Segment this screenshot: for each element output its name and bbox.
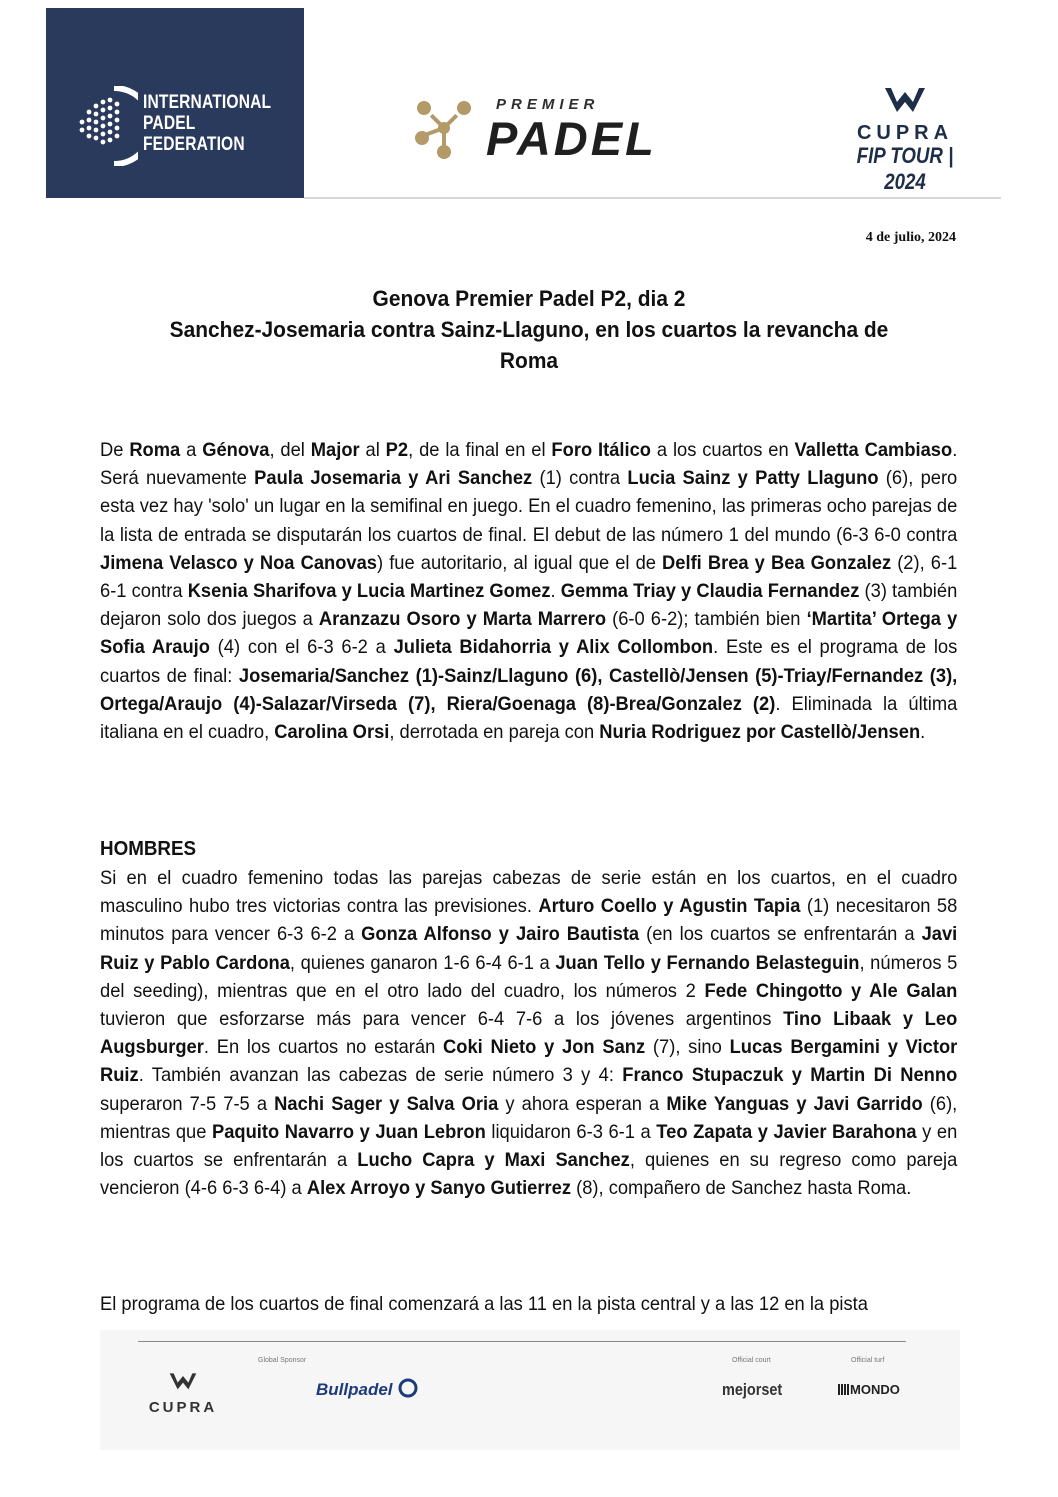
paragraph-schedule: El programa de los cuartos de final comenzará a las 11 en la pista central y a las 12 en la pista: [100, 1293, 868, 1315]
bold-name-run: Valletta Cambiaso: [794, 439, 953, 461]
bold-name-run: Franco Stupaczuk y Martin Di Nenno: [622, 1064, 958, 1087]
bold-name-run: Major: [310, 439, 360, 461]
footer-band: [100, 1330, 960, 1450]
global-sponsor-label: Global Sponsor: [258, 1357, 307, 1364]
bold-name-run: Tino Libaak y Leo Augsburger: [100, 1008, 958, 1059]
cupra-emblem-icon: [883, 86, 927, 116]
bold-name-run: Gonza Alfonso y Jairo Bautista: [361, 923, 640, 946]
ipf-ball-icon: [76, 86, 138, 166]
headline-line3: Roma: [499, 348, 559, 373]
mejorset-logo: mejorset: [722, 1380, 783, 1399]
bold-name-run: Gemma Triay y Claudia Fernandez: [560, 580, 860, 603]
bold-name-run: Alex Arroyo y Sanyo Gutierrez: [306, 1177, 572, 1200]
mondo-emblem-icon: [838, 1384, 850, 1395]
cupra-emblem-icon: [168, 1372, 198, 1392]
section-heading-hombres: HOMBRES: [100, 838, 197, 860]
cupra-fip-tour-logo: [834, 86, 976, 195]
premier-padel-flower-icon: [412, 96, 476, 160]
ipf-logo-block: [46, 8, 304, 198]
bold-name-run: Paquito Navarro y Juan Lebron: [211, 1120, 486, 1143]
bold-name-run: Arturo Coello y Agustin Tapia: [538, 895, 801, 918]
premier-label: PREMIER: [496, 96, 600, 113]
bullpadel-logo: [316, 1378, 419, 1400]
bold-name-run: Delfi Brea y Bea Gonzalez: [662, 551, 892, 574]
ipf-line3: FEDERATION: [143, 134, 245, 155]
bold-name-run: Lucho Capra y Maxi Sanchez: [357, 1149, 630, 1172]
paragraph-men: Si en el cuadro femenino todas las parejas cabezas de serie están en los cuartos, en el cuadro masculino hubo tres victorias contra las previsiones. Arturo Coello y Agustin Tapia (1) necesitaron 58 minutos para vencer 6-3 6-2 a Gonza Alfonso y Jairo Bautista (en los cuartos se enfrentarán a Javi Ruiz y Pablo Cardona, quienes ganaron 1-6 6-4 6-1 a Juan Tello y Fernando Belasteguin, números 5 del seeding), mientras que en el otro lado del cuadro, los números 2 Fede Chingotto y Ale Galan tuvieron que esforzarse más para vencer 6-4 7-6 a los jóvenes argentinos Tino Libaak y Leo Augsburger. En los cuartos no estarán Coki Nieto y Jon Sanz (7), sino Lucas Bergamini y Victor Ruiz. También avanzan las cabezas de serie número 3 y 4: Franco Stupaczuk y Martin Di Nenno superaron 7-5 7-5 a Nachi Sager y Salva Oria y ahora esperan a Mike Yanguas y Javi Garrido (6), mientras que Paquito Navarro y Juan Lebron liquidaron 6-3 6-1 a Teo Zapata y Javier Barahona y en los cuartos se enfrentarán a Lucho Capra y Maxi Sanchez, quienes en su regreso como pareja vencieron (4-6 6-3 6-4) a Alex Arroyo y Sanyo Gutierrez (8), compañero de Sanchez hasta Roma.: [100, 867, 958, 1200]
padel-wordmark: PADEL: [486, 112, 657, 165]
ipf-wordmark: [143, 92, 271, 155]
press-date: 4 de julio, 2024: [865, 230, 956, 245]
bullpadel-wordmark: Bullpadel: [316, 1380, 393, 1399]
bold-name-run: Carolina Orsi: [274, 721, 390, 744]
footer-cupra-wordmark: CUPRA: [148, 1399, 218, 1416]
bold-name-run: Ksenia Sharifova y Lucia Martinez Gomez: [187, 580, 551, 603]
footer-cupra-logo: [137, 1372, 229, 1416]
ipf-line2: PADEL: [143, 113, 196, 134]
bold-name-run: Aranzazu Osoro y Marta Marrero: [318, 608, 607, 631]
mondo-wordmark: MONDO: [850, 1382, 900, 1397]
bold-name-run: ‘Martita’ Ortega y Sofia Araujo: [100, 608, 958, 659]
bold-name-run: Lucia Sainz y Patty Llaguno: [627, 467, 879, 490]
cupra-wordmark: CUPRA: [856, 122, 954, 144]
bold-name-run: Javi Ruiz y Pablo Cardona: [100, 923, 958, 974]
bold-name-run: Nuria Rodriguez por Castellò/Jensen: [599, 721, 921, 744]
bold-name-run: Jimena Velasco y Noa Canovas: [100, 551, 378, 574]
paragraph-women: De Roma a Génova, del Major al P2, de la final en el Foro Itálico a los cuartos en Valletta Cambiaso. Será nuevamente Paula Josemaria y Ari Sanchez (1) contra Lucia Sainz y Patty Llaguno (6), pero esta vez hay 'solo' un lugar en la semifinal en juego. En el cuadro femenino, las primeras ocho parejas de la lista de entrada se disputarán los cuartos de final. El debut de las número 1 del mundo (6-3 6-0 contra Jimena Velasco y Noa Canovas) fue autoritario, al igual que el de Delfi Brea y Bea Gonzalez (2), 6-1 6-1 contra Ksenia Sharifova y Lucia Martinez Gomez. Gemma Triay y Claudia Fernandez (3) también dejaron solo dos juegos a Aranzazu Osoro y Marta Marrero (6-0 6-2); también bien ‘Martita’ Ortega y Sofia Araujo (4) con el 6-3 6-2 a Julieta Bidahorria y Alix Collombon. Este es el programa de los cuartos de final: Josemaria/Sanchez (1)-Sainz/Llaguno (6), Castellò/Jensen (5)-Triay/Fernandez (3), Ortega/Araujo (4)-Salazar/Virseda (7), Riera/Goenaga (8)-Brea/Gonzalez (2). Eliminada la última italiana en el cuadro, Carolina Orsi, derrotada en pareja con Nuria Rodriguez por Castellò/Jensen.: [100, 439, 958, 744]
bold-name-run: Génova: [202, 439, 270, 461]
headline-line2: Sanchez-Josemaria contra Sainz-Llaguno, en los cuartos la revancha de: [169, 317, 889, 342]
bold-name-run: Teo Zapata y Javier Barahona: [656, 1120, 917, 1143]
bullpadel-emblem-icon: [397, 1378, 419, 1398]
bold-name-run: Fede Chingotto y Ale Galan: [704, 979, 958, 1002]
bold-name-run: Mike Yanguas y Javi Garrido: [666, 1092, 923, 1115]
bold-name-run: P2: [385, 439, 409, 461]
ipf-line1: INTERNATIONAL: [143, 92, 272, 113]
bold-name-run: Foro Itálico: [551, 439, 652, 461]
bold-name-run: Roma: [129, 439, 181, 461]
fip-tour-label: FIP TOUR | 2024: [856, 143, 954, 194]
official-court-label: Official court: [732, 1357, 771, 1364]
mondo-logo: [838, 1382, 900, 1397]
header-divider: [304, 197, 1001, 199]
headline-line1: Genova Premier Padel P2, dia 2: [372, 286, 686, 311]
bold-name-run: Paula Josemaria y Ari Sanchez: [254, 467, 533, 490]
bold-name-run: Lucas Bergamini y Victor Ruiz: [100, 1036, 958, 1087]
bold-name-run: Nachi Sager y Salva Oria: [274, 1092, 499, 1115]
official-turf-label: Official turf: [851, 1357, 885, 1364]
footer-divider: [138, 1341, 906, 1342]
bold-name-run: Julieta Bidahorria y Alix Collombon: [393, 636, 714, 659]
bold-name-run: Coki Nieto y Jon Sanz: [443, 1036, 646, 1059]
bold-name-run: Juan Tello y Fernando Belasteguin: [555, 951, 860, 974]
bold-name-run: Josemaria/Sanchez (1)-Sainz/Llaguno (6), Castellò/Jensen (5)-Triay/Fernandez (3), Ortega/Araujo (4)-Salazar/Virseda (7), Riera/Goenaga (8)-Brea/Gonzalez (2): [100, 664, 958, 715]
